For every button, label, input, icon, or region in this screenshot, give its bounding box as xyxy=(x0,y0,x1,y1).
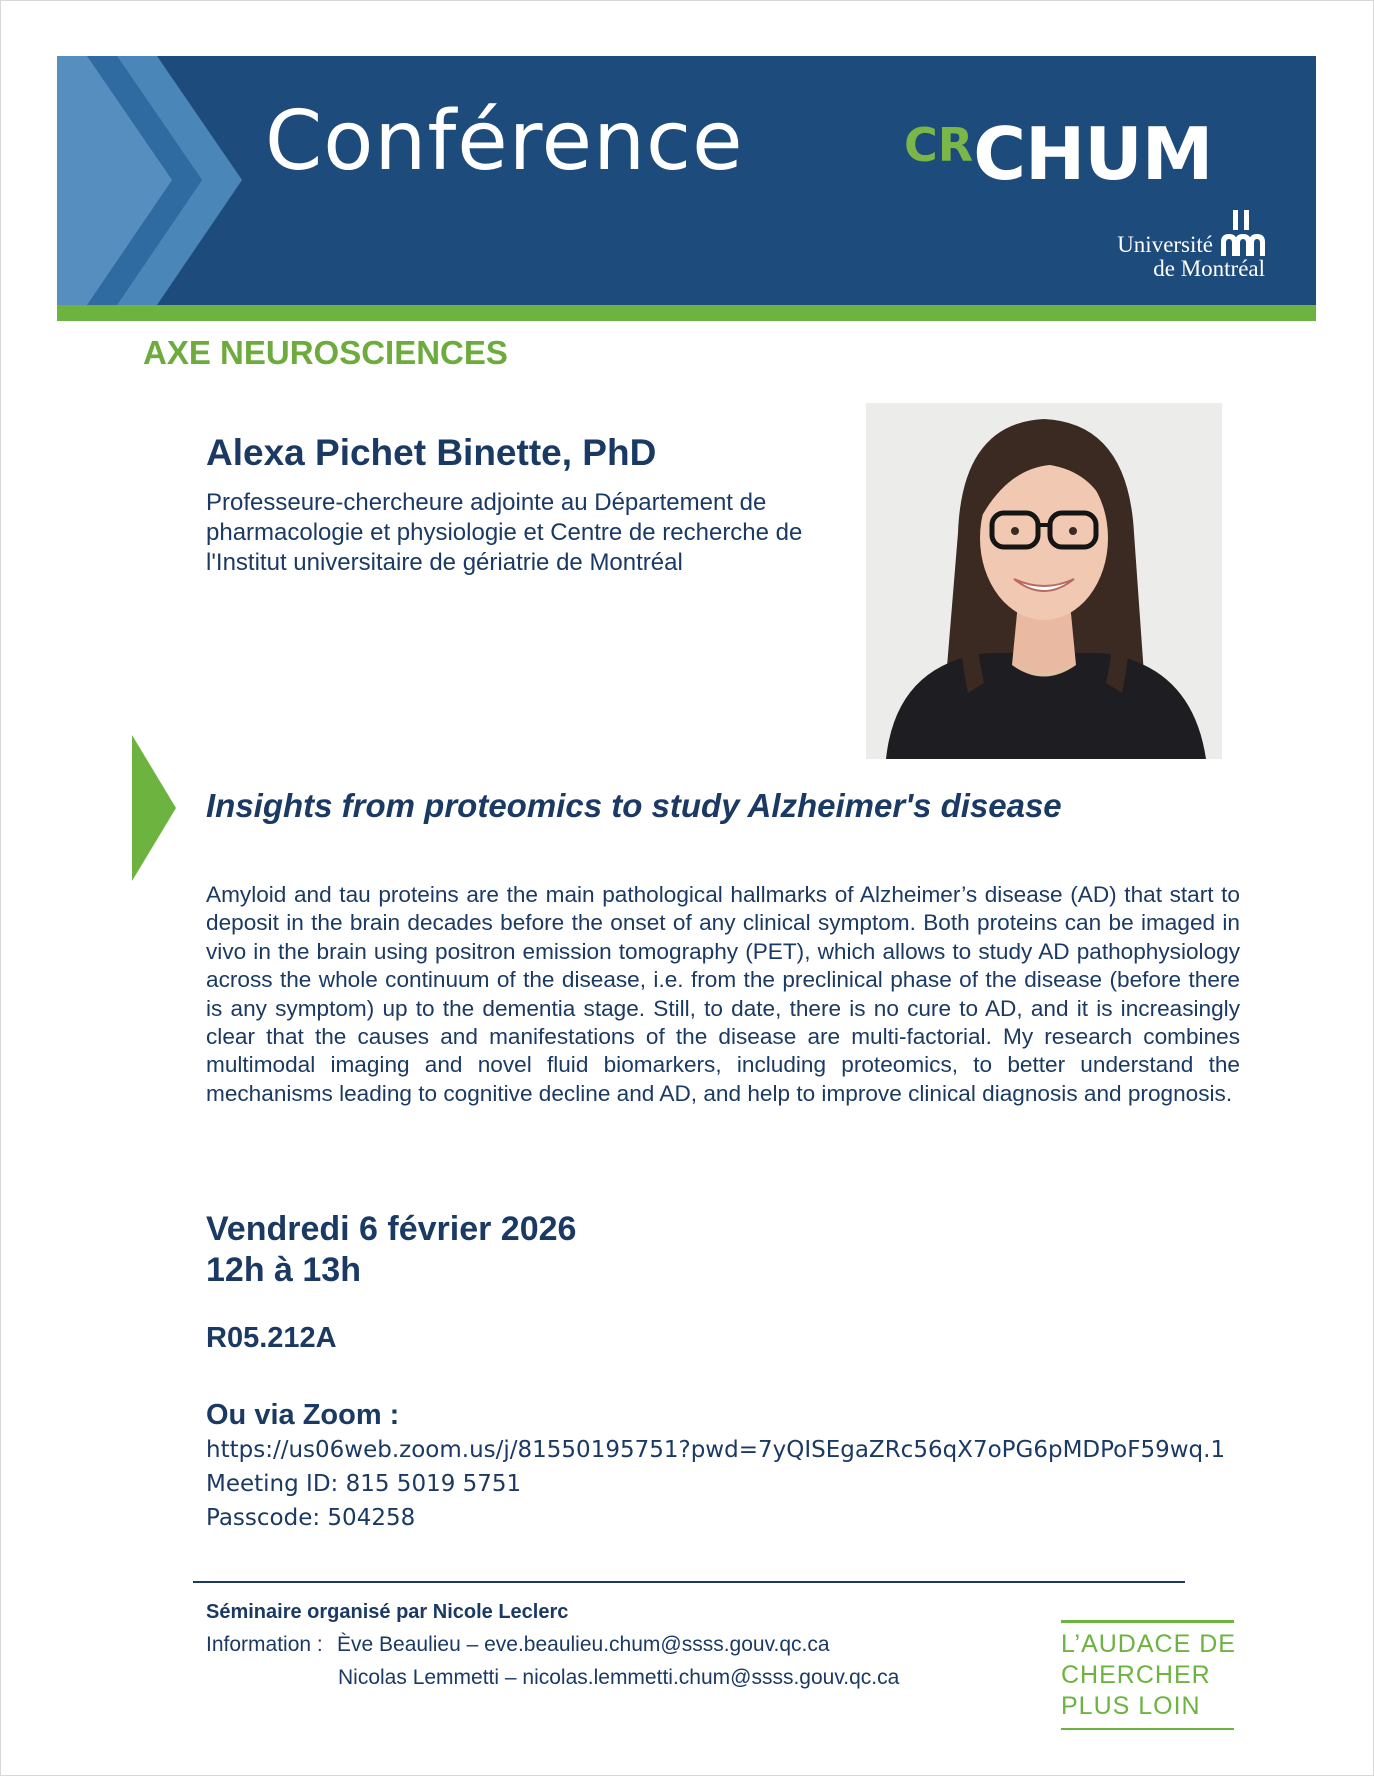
logo-chum: CHUM xyxy=(973,112,1213,196)
slogan xyxy=(1061,1629,1236,1722)
footer-divider xyxy=(193,1581,1185,1583)
conference-title: Conférence xyxy=(265,94,744,189)
speaker-portrait-icon xyxy=(866,403,1222,759)
logo-cr: CR xyxy=(904,118,974,172)
speaker-title: Professeure-chercheure adjointe au Département de pharmacologie et physiologie et Centre de recherche de l'Institut universitaire de gériatrie de Montréal xyxy=(206,489,803,576)
zoom-link[interactable]: https://us06web.zoom.us/j/81550195751?pwd=7yQISEgaZRc56qX7oPG6pMDPoF59wq.1 xyxy=(206,1437,1226,1463)
university-line2: de Montréal xyxy=(1153,256,1265,281)
zoom-heading: Ou via Zoom : xyxy=(206,1399,400,1431)
slogan-line2: CHERCHER xyxy=(1061,1661,1211,1689)
contact-beaulieu[interactable]: Ève Beaulieu – eve.beaulieu.chum@ssss.gouv.qc.ca xyxy=(337,1633,830,1656)
event-room: R05.212A xyxy=(206,1322,337,1354)
speaker-name: Alexa Pichet Binette, PhD xyxy=(206,432,657,473)
contact-lemmetti[interactable]: Nicolas Lemmetti – nicolas.lemmetti.chum@ssss.gouv.qc.ca xyxy=(338,1666,900,1689)
banner-green-strip xyxy=(57,305,1316,321)
udem-emblem-icon xyxy=(1219,210,1265,258)
organizer: Séminaire organisé par Nicole Leclerc xyxy=(206,1601,569,1623)
slogan-line3: PLUS LOIN xyxy=(1061,1692,1201,1720)
university-line1: Université xyxy=(1117,232,1213,257)
info-label: Information : xyxy=(206,1633,323,1656)
event-date-time xyxy=(206,1209,576,1291)
slogan-bottom-rule xyxy=(1061,1728,1234,1730)
slogan-top-rule xyxy=(1061,1620,1234,1623)
zoom-meeting-id: Meeting ID: 815 5019 5751 xyxy=(206,1471,522,1497)
event-date: Vendredi 6 février 2026 xyxy=(206,1210,577,1248)
talk-title: Insights from proteomics to study Alzheimer's disease xyxy=(206,787,1062,824)
talk-abstract: Amyloid and tau proteins are the main pathological hallmarks of Alzheimer’s disease (AD) that start to deposit in the brain decades before the onset of any clinical symptom. Both proteins can be imaged in vivo in the brain using positron emission tomography (PET), which allows to study AD pathophysiology across the whole continuum of the disease, i.e. from the preclinical phase of the disease (before there is any symptom) up to the dementia stage. Still, to date, there is no cure to AD, and it is increasingly clear that the causes and manifestations of the disease are multi-factorial. My research combines multimodal imaging and novel fluid biomarkers, including proteomics, to better understand the mechanisms leading to cognitive decline and AD, and help to improve clinical diagnosis and prognosis. xyxy=(206,882,1240,1106)
speaker-photo xyxy=(866,403,1222,759)
zoom-passcode: Passcode: 504258 xyxy=(206,1505,416,1531)
universite-de-montreal-logo xyxy=(1040,208,1265,281)
event-time: 12h à 13h xyxy=(206,1251,361,1289)
green-arrow-icon xyxy=(132,735,176,881)
crchum-logo xyxy=(904,112,1212,196)
slogan-line1: L’AUDACE DE xyxy=(1061,1630,1236,1658)
research-axis: AXE NEUROSCIENCES xyxy=(143,334,508,371)
